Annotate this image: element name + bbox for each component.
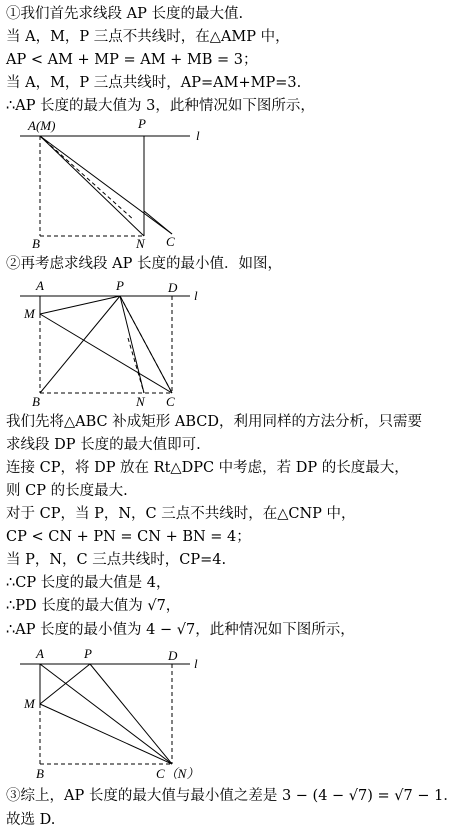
fig2-label-M: M xyxy=(24,306,35,321)
text-line-7: 我们先将△ABC 补成矩形 ABCD，利用同样的方法分析，只需要 xyxy=(6,414,422,430)
text-line-11: 对于 CP，当 P，N，C 三点不共线时，在△CNP 中， xyxy=(6,506,356,522)
text-line-8: 求线段 DP 长度的最大值即可. xyxy=(6,437,201,453)
fig1-label-l: l xyxy=(196,128,200,143)
fig1-label-P: P xyxy=(138,116,146,131)
fig3-label-P: P xyxy=(84,646,92,661)
fig3-label-A: A xyxy=(36,646,44,661)
fig1-label-A: A(M) xyxy=(28,118,56,133)
fig2-label-D: D xyxy=(168,280,178,295)
text-line-3: AP < AM + MP = AM + MB = 3； xyxy=(6,52,258,68)
fig1-label-B: B xyxy=(32,236,40,251)
text-line-5: ∴AP 长度的最大值为 3，此种情况如下图所示， xyxy=(6,98,315,114)
fig2-label-B: B xyxy=(32,394,40,409)
text-line-2: 当 A，M，P 三点不共线时，在△AMP 中， xyxy=(6,29,290,45)
fig1-label-N: N xyxy=(136,236,145,251)
fig1-label-C: C xyxy=(166,234,175,249)
fig2-label-C: C xyxy=(166,394,175,409)
text-line-17: ③综上，AP 长度的最大值与最小值之差是 3 − (4 − √7) = √7 − 1． xyxy=(6,788,458,804)
text-line-6: ②再考虑求线段 AP 长度的最小值．如图， xyxy=(6,256,282,272)
text-line-14: ∴CP 长度的最大值是 4， xyxy=(6,575,171,591)
fig3-label-C: C（N） xyxy=(156,766,200,781)
text-line-18: 故选 D. xyxy=(6,812,56,828)
figure-2 xyxy=(20,278,220,410)
text-line-16: ∴AP 长度的最小值为 4 − √7，此种情况如下图所示， xyxy=(6,622,355,638)
fig2-label-l: l xyxy=(194,288,198,303)
fig3-label-l: l xyxy=(194,656,198,671)
figure-3 xyxy=(20,644,220,784)
text-line-1: ①我们首先求线段 AP 长度的最大值. xyxy=(6,6,244,22)
fig2-label-A: A xyxy=(36,278,44,293)
text-line-15: ∴PD 长度的最大值为 √7， xyxy=(6,598,181,614)
figure-1 xyxy=(20,116,220,252)
fig3-label-D: D xyxy=(168,648,178,663)
fig2-label-N: N xyxy=(136,394,145,409)
fig2-label-P: P xyxy=(116,278,124,293)
fig3-label-M: M xyxy=(24,696,35,711)
text-line-9: 连接 CP，将 DP 放在 Rt△DPC 中考虑，若 DP 的长度最大， xyxy=(6,460,409,476)
text-line-12: CP < CN + PN = CN + BN = 4； xyxy=(6,529,251,545)
text-line-4: 当 A，M，P 三点共线时，AP=AM+MP=3. xyxy=(6,75,302,91)
fig3-label-B: B xyxy=(36,766,44,781)
text-line-10: 则 CP 的长度最大. xyxy=(6,483,128,499)
text-line-13: 当 P，N，C 三点共线时，CP=4. xyxy=(6,552,227,568)
